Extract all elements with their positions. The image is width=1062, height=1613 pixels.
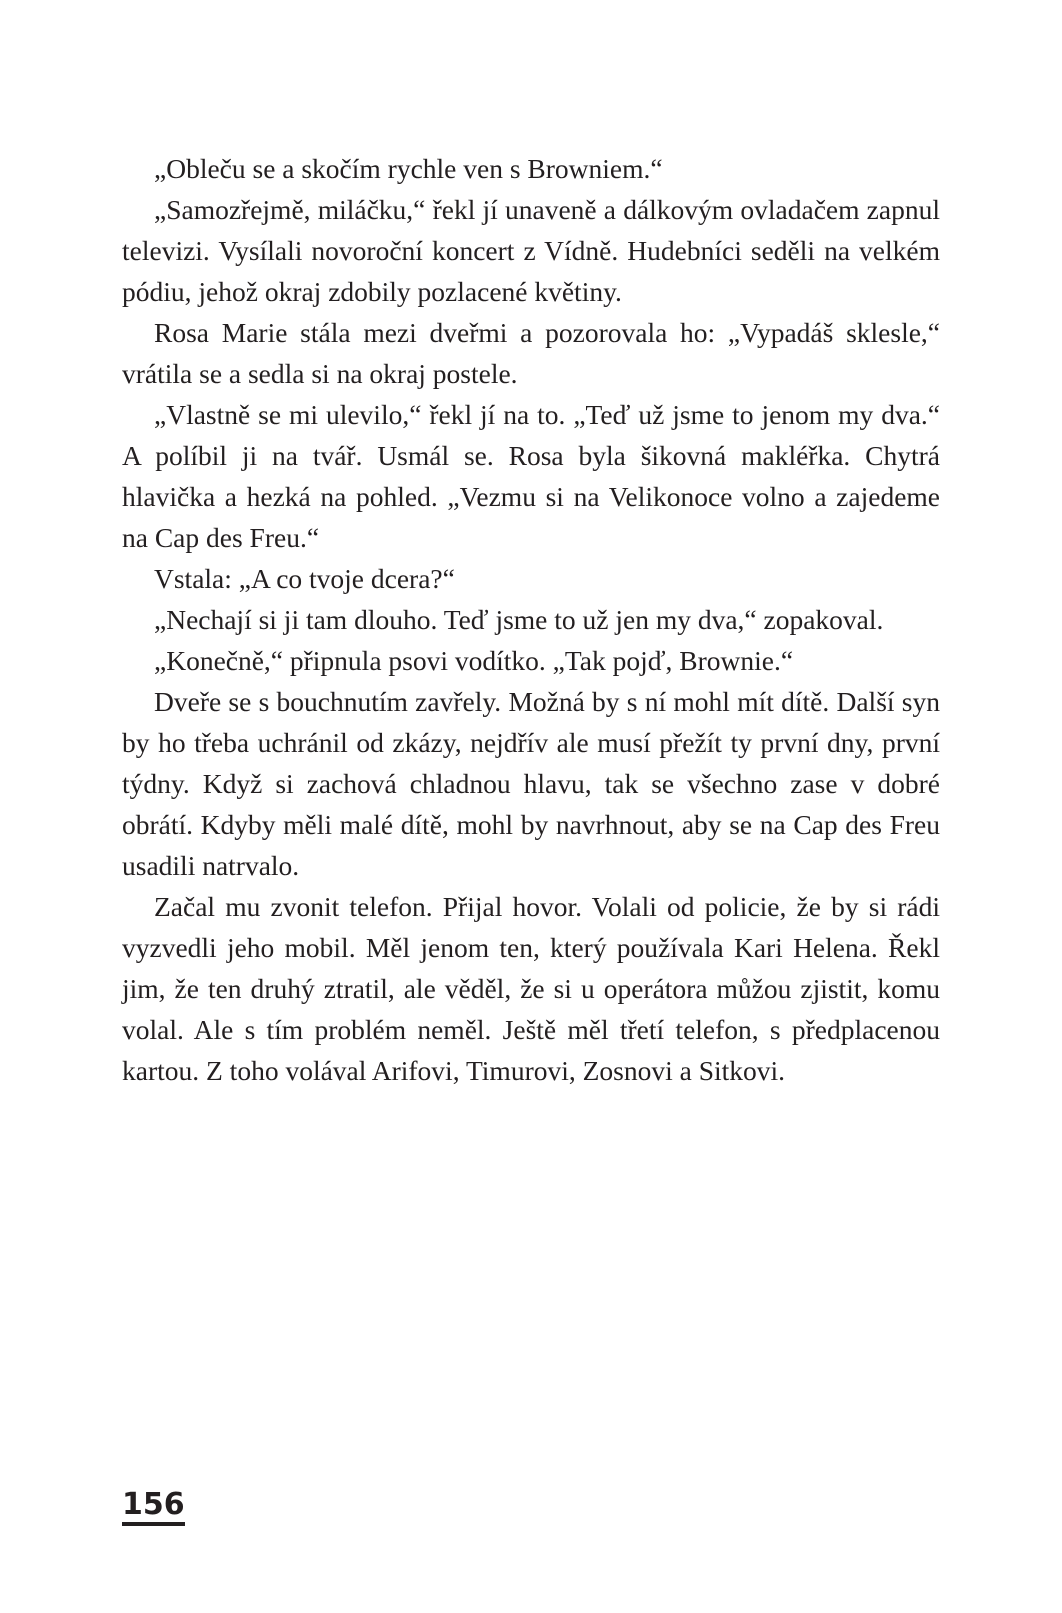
paragraph: „Obleču se a skočím rychle ven s Browniem.“ [154, 153, 663, 184]
page-number: 156 [122, 1488, 185, 1526]
paragraph: „Konečně,“ připnula psovi vodítko. „Tak pojď, Brownie.“ [154, 645, 794, 676]
paragraph: Začal mu zvonit telefon. Přijal hovor. Volali od policie, že by si rádi vyzvedli jeho mobil. Měl jenom ten, který používala Kari Helena. Řekl jim, že ten druhý ztratil, ale věděl, že si u operátora můžou zjistit, komu volal. Ale s tím problém neměl. Ještě měl třetí telefon, s předplacenou kartou. Z toho volával Arifovi, Timurovi, Zosnovi a Sitkovi. [122, 891, 940, 1086]
body-text [122, 148, 940, 1091]
paragraph: Rosa Marie stála mezi dveřmi a pozorovala ho: „Vypadáš sklesle,“ vrátila se a sedla si na okraj postele. [122, 317, 940, 389]
paragraph: Dveře se s bouchnutím zavřely. Možná by s ní mohl mít dítě. Další syn by ho třeba uchránil od zkázy, nejdřív ale musí přežít ty první dny, první týdny. Když si zachová chladnou hlavu, tak se všechno zase v dobré obrátí. Kdyby měli malé dítě, mohl by navrhnout, aby se na Cap des Freu usadili natrvalo. [122, 686, 940, 881]
paragraph: „Samozřejmě, miláčku,“ řekl jí unaveně a dálkovým ovladačem zapnul televizi. Vysílali novoroční koncert z Vídně. Hudebníci seděli na velkém pódiu, jehož okraj zdobily pozlacené květiny. [122, 194, 940, 307]
paragraph: „Nechají si ji tam dlouho. Teď jsme to už jen my dva,“ zopakoval. [154, 604, 884, 635]
paragraph: Vstala: „A co tvoje dcera?“ [154, 563, 455, 594]
paragraph: „Vlastně se mi ulevilo,“ řekl jí na to. „Teď už jsme to jenom my dva.“ A políbil ji na tvář. Usmál se. Rosa byla šikovná makléřka. Chytrá hlavička a hezká na pohled. „Vezmu si na Velikonoce volno a zajedeme na Cap des Freu.“ [122, 399, 940, 553]
